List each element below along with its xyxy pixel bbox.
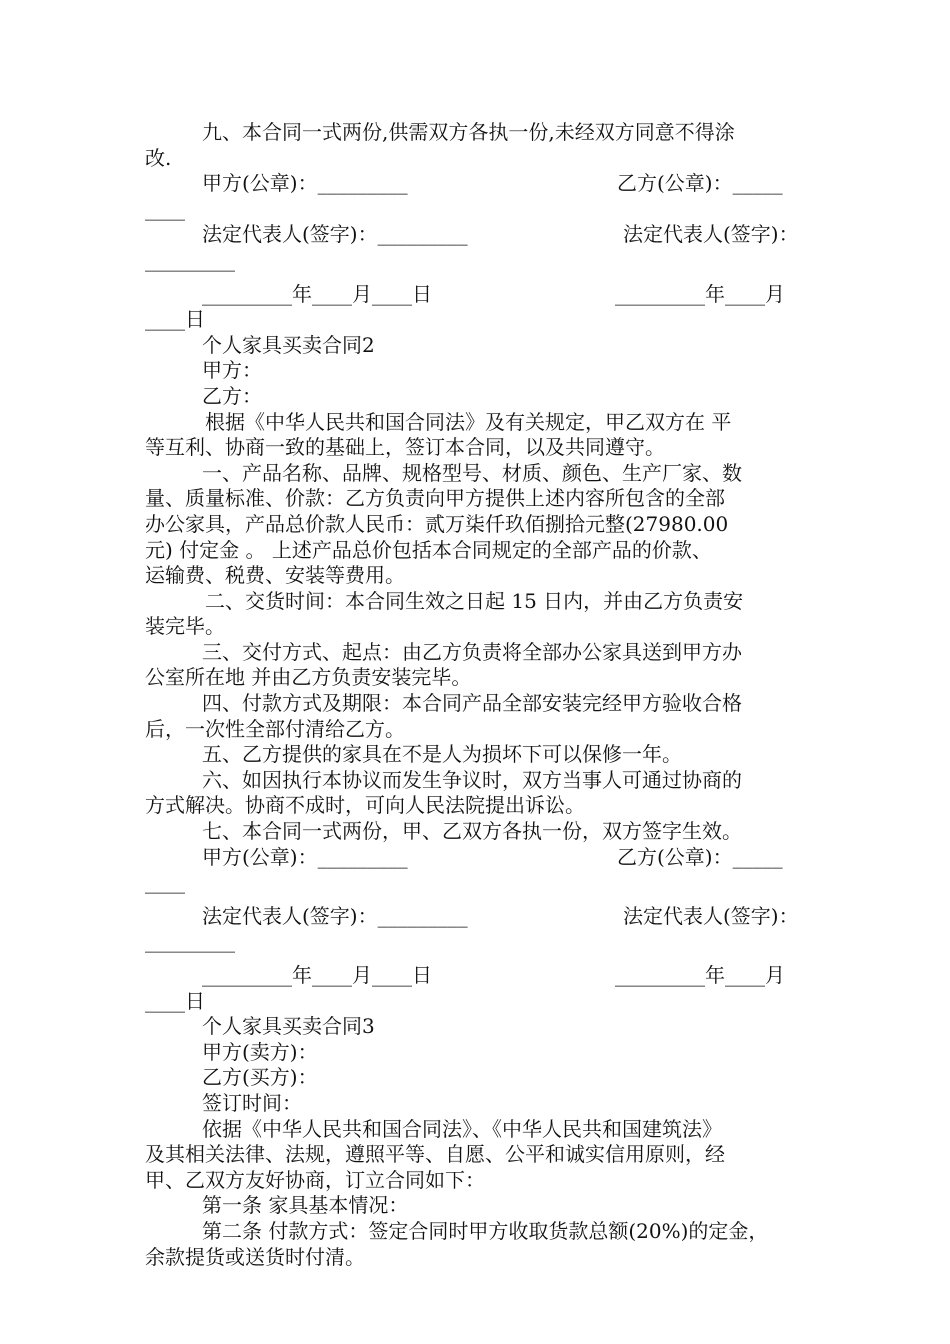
article-2-line-2: 余款提货或送货时付清。 (145, 1244, 365, 1269)
clause-2-line-1: 二、交货时间：本合同生效之日起 15 日内，并由乙方负责安 (205, 588, 744, 613)
party-a-rep: 法定代表人(签字)：_________ (202, 222, 468, 247)
rep-line-2 (145, 904, 810, 930)
clause-1-line-4: 元) 付定金 。 上述产品总价包括本合同规定的全部产品的价款、 (145, 537, 712, 562)
intro-2-line-2: 等互利、协商一致的基础上，签订本合同，以及共同遵守。 (145, 435, 665, 460)
intro-3-line-2: 及其相关法律、法规，遵照平等、自愿、公平和诚实信用原则，经 (145, 1142, 725, 1167)
party-b-date-cont: ____日 (145, 307, 205, 332)
party-b-rep-2: 法定代表人(签字)： (623, 903, 799, 928)
party-b-rep-2-cont: _________ (145, 929, 235, 954)
contract-3-buyer: 乙方(买方)： (202, 1065, 318, 1090)
clause-7: 七、本合同一式两份，甲、乙双方各执一份，双方签字生效。 (202, 819, 742, 844)
signature-block-2 (145, 845, 810, 871)
party-b-date-2-cont: ____日 (145, 988, 205, 1013)
rep-line-1 (145, 222, 810, 248)
clause-3-line-1: 三、交付方式、起点：由乙方负责将全部办公家具送到甲方办 (202, 639, 742, 664)
clause-1-line-1: 一、产品名称、品牌、规格型号、材质、颜色、生产厂家、数 (202, 460, 742, 485)
clause-1-line-5: 运输费、税费、安装等费用。 (145, 563, 405, 588)
party-b-rep-cont: _________ (145, 247, 235, 272)
clause-6-line-2: 方式解决。协商不成时，可向人民法院提出诉讼。 (145, 793, 585, 818)
contract-2-party-b: 乙方： (202, 383, 262, 408)
contract-2-title: 个人家具买卖合同2 (202, 332, 375, 357)
party-b-seal-cont: ____ (145, 196, 185, 221)
clause-2-line-2: 装完毕。 (145, 614, 225, 639)
clause-4-line-2: 后，一次性全部付清给乙方。 (145, 716, 405, 741)
article-2-line-1: 第二条 付款方式：签定合同时甲方收取货款总额(20%)的定金， (202, 1218, 769, 1243)
intro-3-line-3: 甲、乙双方友好协商，订立合同如下： (145, 1167, 485, 1192)
clause-1-line-2: 量、质量标准、价款：乙方负责向甲方提供上述内容所包含的全部 (145, 486, 725, 511)
contract-3-title: 个人家具买卖合同3 (202, 1014, 375, 1039)
clause-9-line-2: 改. (145, 145, 172, 170)
clause-3-line-2: 公室所在地 并由乙方负责安装完毕。 (145, 665, 472, 690)
contract-2-party-a: 甲方： (202, 358, 262, 383)
clause-6-line-1: 六、如因执行本协议而发生争议时，双方当事人可通过协商的 (202, 767, 742, 792)
party-b-date: _________年____月 (615, 281, 785, 306)
date-line-2 (145, 963, 810, 989)
party-b-seal: 乙方(公章)：_____ (617, 171, 783, 196)
date-line-1 (145, 282, 810, 308)
article-1: 第一条 家具基本情况： (202, 1193, 409, 1218)
party-a-seal: 甲方(公章)：_________ (202, 171, 408, 196)
document-page (145, 120, 810, 1270)
party-b-rep: 法定代表人(签字)： (623, 222, 799, 247)
clause-4-line-1: 四、付款方式及期限：本合同产品全部安装完经甲方验收合格 (202, 691, 742, 716)
party-a-date: _________年____月____日 (202, 281, 432, 306)
contract-3-seller: 甲方(卖方)： (202, 1039, 318, 1064)
party-b-seal-2: 乙方(公章)：_____ (617, 844, 783, 869)
party-a-rep-2: 法定代表人(签字)：_________ (202, 903, 468, 928)
contract-3-sign-time: 签订时间： (202, 1090, 302, 1115)
intro-2-line-1: 根据《中华人民共和国合同法》及有关规定，甲乙双方在 平 (205, 409, 732, 434)
intro-3-line-1: 依据《中华人民共和国合同法》、《中华人民共和国建筑法》 (202, 1116, 722, 1141)
clause-1-line-3: 办公家具，产品总价款人民币：贰万柒仟玖佰捌拾元整(27980.00 (145, 511, 729, 536)
clause-9-line-1: 九、本合同一式两份,供需双方各执一份,未经双方同意不得涂 (202, 120, 735, 144)
clause-5: 五、乙方提供的家具在不是人为损坏下可以保修一年。 (202, 742, 682, 767)
party-b-seal-2-cont: ____ (145, 870, 185, 895)
party-a-date-2: _________年____月____日 (202, 963, 432, 987)
signature-block-1 (145, 171, 810, 197)
party-b-date-2: _________年____月 (615, 963, 785, 987)
party-a-seal-2: 甲方(公章)：_________ (202, 844, 408, 869)
